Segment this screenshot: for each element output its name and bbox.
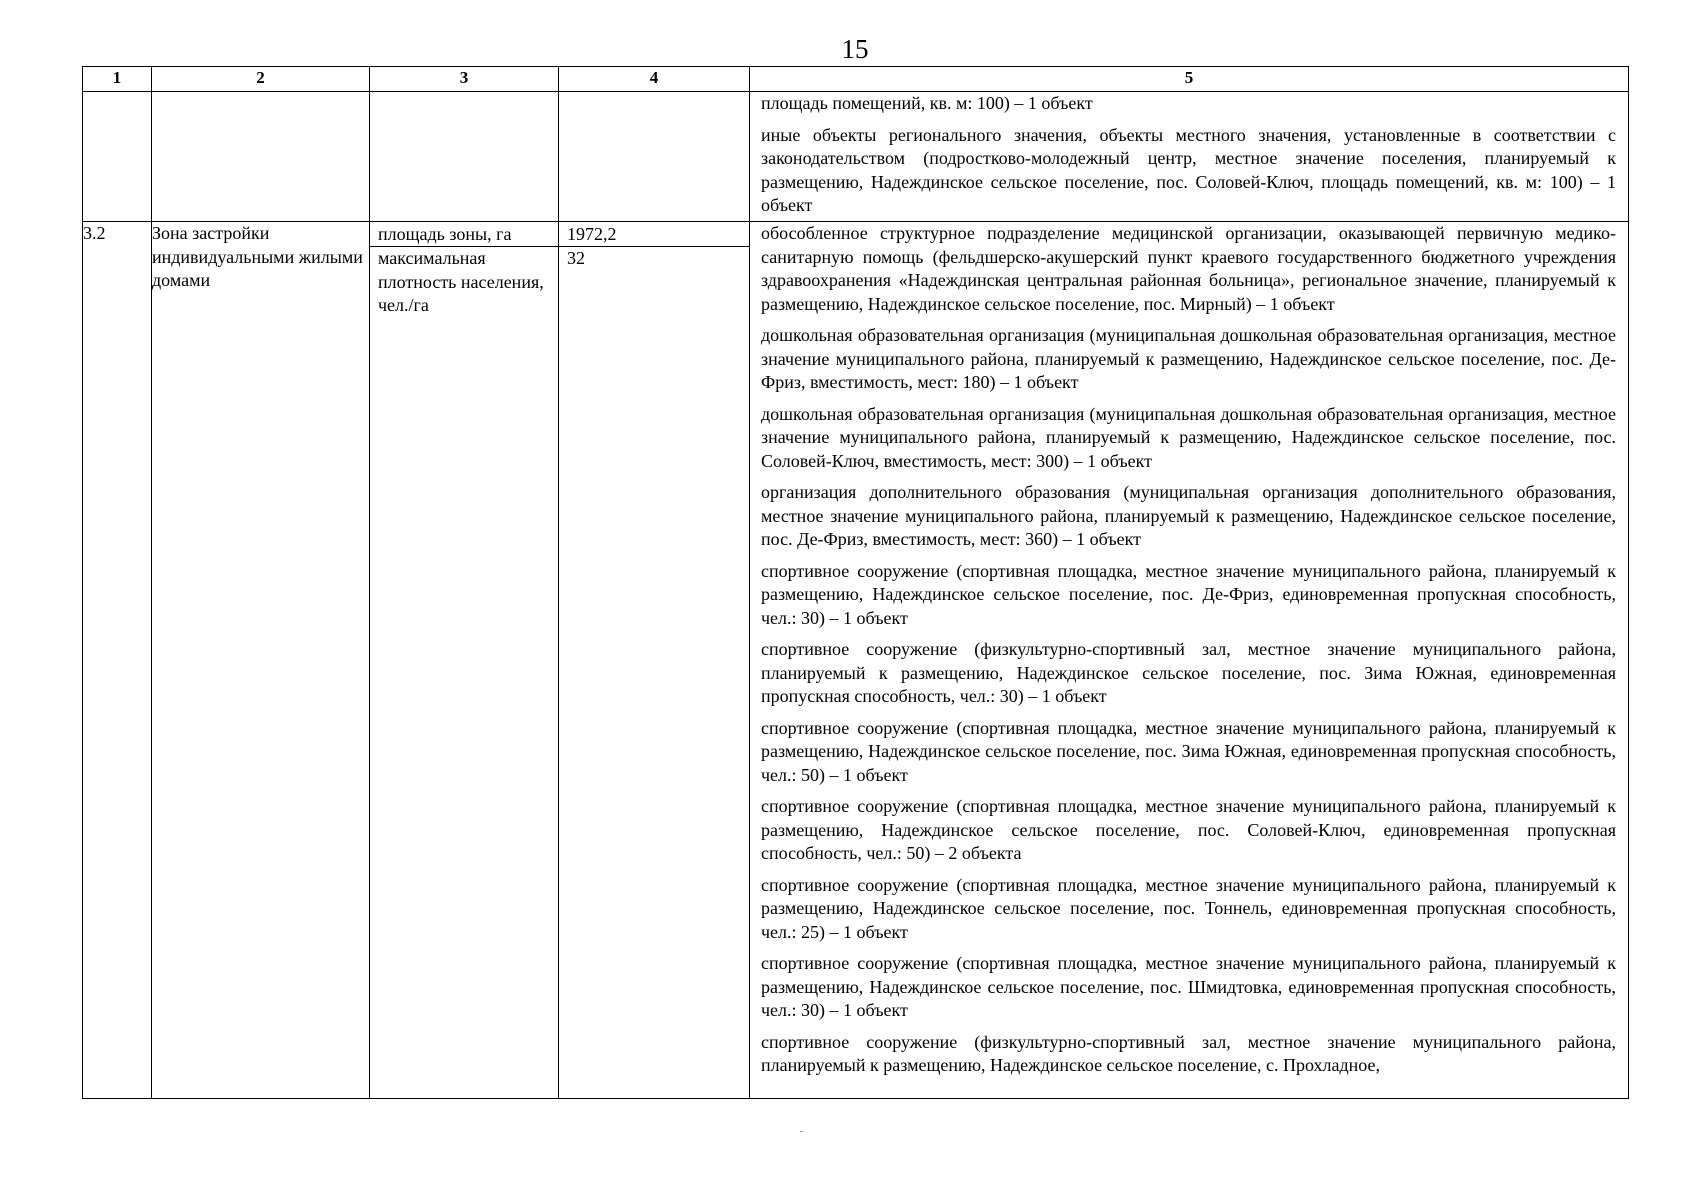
- zone-parameters: [370, 222, 559, 1099]
- param-area-label: площадь зоны, га: [370, 222, 558, 247]
- cell-empty-4: [559, 92, 750, 222]
- column-header-4: 4: [559, 67, 750, 92]
- object-paragraph: спортивное сооружение (спортивная площадка, местное значение муниципального района, планируемый к размещению, Надеждинское сельское поселение, пос. Соловей-Ключ, единовременная пропускная способность, чел.: 50) – 2 объекта: [761, 796, 1616, 863]
- column-header-2: 2: [152, 67, 370, 92]
- object-paragraph: спортивное сооружение (спортивная площадка, местное значение муниципального района, планируемый к размещению, Надеждинское сельское поселение, пос. Шмидтовка, единовременная пропускная способность, чел.: 30) – 1 объект: [761, 953, 1616, 1020]
- object-paragraph: спортивное сооружение (спортивная площадка, местное значение муниципального района, планируемый к размещению, Надеждинское сельское поселение, пос. Зима Южная, единовременная пропускная способность, чел.: 50) – 1 объект: [761, 717, 1616, 785]
- table-row-3-2: [83, 222, 1629, 1099]
- page-number: 15: [841, 34, 869, 64]
- planning-table: [82, 66, 1629, 1099]
- object-paragraph: дошкольная образовательная организация (муниципальная дошкольная образовательная организация, местное значение муниципального района, планируемый к размещению, Надеждинское сельское поселение, пос. Соловей-Ключ, вместимость, мест: 300) – 1 объект: [761, 403, 1616, 471]
- cell-empty-1: [83, 92, 152, 222]
- object-paragraph: обособленное структурное подразделение медицинской организации, оказывающей первичную медико-санитарную помощь (фельдшерско-акушерский пункт краевого государственного бюджетного учреждения здравоохранения «Надеждинская центральная районная больница», региональное значение, планируемый к размещению, Надеждинское сельское поселение, пос. Мирный) – 1 объект: [761, 223, 1616, 314]
- object-paragraph: иные объекты регионального значения, объекты местного значения, установленные в соответствии с законодательством (подростково-молодежный центр, местное значение поселения, планируемый к размещению, Надеждинское сельское поселение, пос. Соловей-Ключ, площадь помещений, кв. м: 100) – 1 объект: [761, 124, 1616, 215]
- object-paragraph: спортивное сооружение (физкультурно-спортивный зал, местное значение муниципального района, планируемый к размещению, Надеждинское сельское поселение, с. Прохладное,: [761, 1031, 1616, 1075]
- object-paragraph: спортивное сооружение (спортивная площадка, местное значение муниципального района, планируемый к размещению, Надеждинское сельское поселение, пос. Тоннель, единовременная пропускная способность, чел.: 25) – 1 объект: [761, 874, 1616, 942]
- cell-empty-3: [370, 92, 559, 222]
- object-paragraph: спортивное сооружение (спортивная площадка, местное значение муниципального района, планируемый к размещению, Надеждинское сельское поселение, пос. Де-Фриз, единовременная пропускная способность, чел.: 30) – 1 объект: [761, 560, 1616, 628]
- object-paragraph: площадь помещений, кв. м: 100) – 1 объект: [761, 93, 1093, 113]
- row-number: 3.2: [83, 222, 152, 1099]
- object-paragraph: спортивное сооружение (физкультурно-спортивный зал, местное значение муниципального района, планируемый к размещению, Надеждинское сельское поселение, пос. Зима Южная, единовременная пропускная способность, чел.: 30) – 1 объект: [761, 639, 1616, 706]
- column-header-3: 3: [370, 67, 559, 92]
- zone-values: [559, 222, 750, 1099]
- object-paragraph: дошкольная образовательная организация (муниципальная дошкольная образовательная организация, местное значение муниципального района, планируемый к размещению, Надеждинское сельское поселение, пос. Де-Фриз, вместимость, мест: 180) – 1 объект: [761, 325, 1616, 392]
- table-header-row: [83, 67, 1629, 92]
- cell-continued-objects: [750, 92, 1629, 222]
- param-area-value: 1972,2: [559, 222, 749, 247]
- column-header-5: 5: [750, 67, 1629, 92]
- table-row-continued: [83, 92, 1629, 222]
- zone-name: Зона застройки индивидуальными жилыми домами: [152, 222, 370, 1099]
- object-paragraph: организация дополнительного образования (муниципальная организация дополнительного образования, местное значение муниципального района, планируемый к размещению, Надеждинское сельское поселение, пос. Де-Фриз, вместимость, мест: 360) – 1 объект: [761, 482, 1616, 549]
- cell-empty-2: [152, 92, 370, 222]
- scan-speck: [800, 1131, 803, 1132]
- column-header-1: 1: [83, 67, 152, 92]
- zone-objects: [750, 222, 1629, 1099]
- param-density-label: максимальная плотность населения, чел./га: [378, 248, 544, 315]
- param-density-value: 32: [567, 248, 585, 268]
